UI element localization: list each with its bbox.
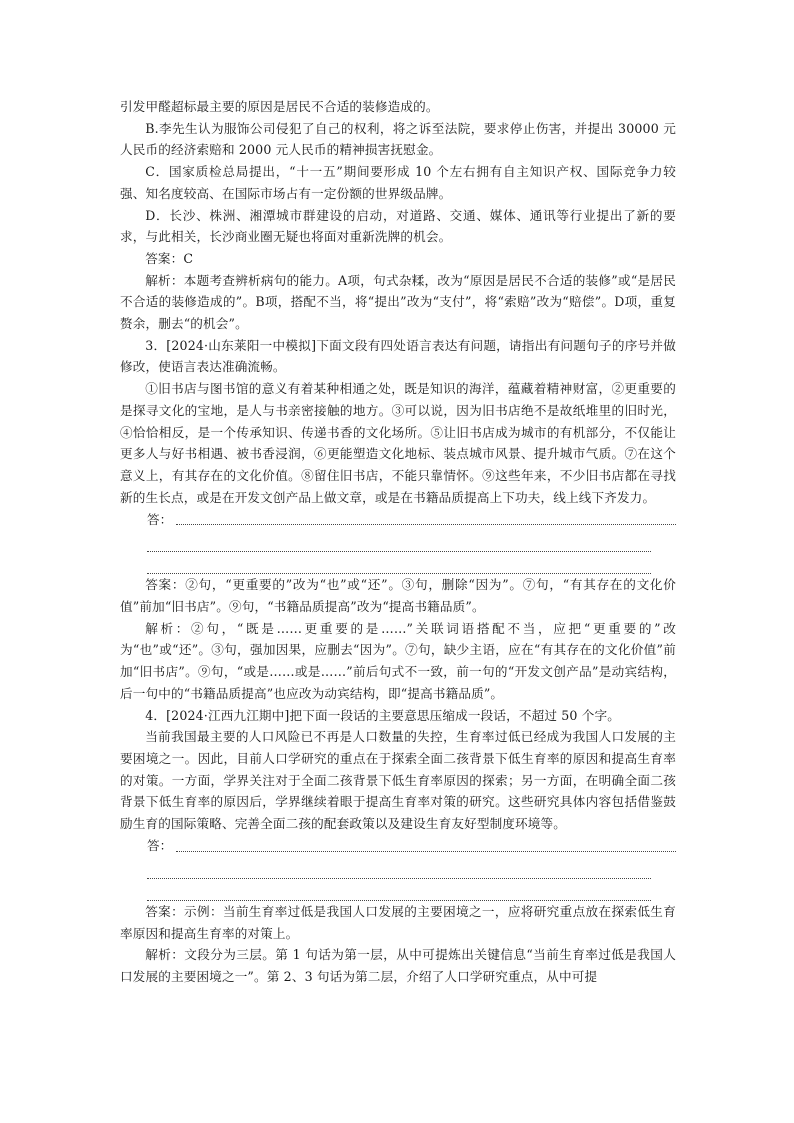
analysis-q2: 解析：本题考查辨析病句的能力。A项，句式杂糅，改为“原因是居民不合适的装修”或“是居民不合适的装修造成的”。B项，搭配不当，将“提出”改为“支付”，将“索赔”改为“赔偿”。D项，重复赘余，删去“的机会”。	[120, 272, 676, 332]
paragraph-option-d: D．长沙、株洲、湘潭城市群建设的启动，对道路、交通、媒体、通讯等行业提出了新的要求，与此相关，长沙商业圈无疑也将面对重新洗牌的机会。	[120, 207, 676, 245]
paragraph-option-a-tail: 引发甲醛超标最主要的原因是居民不合适的装修造成的。	[120, 99, 439, 114]
answer-q3: 答案：②句，“更重要的”改为“也”或“还”。③句，删除“因为”。⑦句，“有其存在的文化价值”前加“旧书店”。⑨句，“书籍品质提高”改为“提高书籍品质”。	[120, 577, 676, 615]
answer-blank-line[interactable]	[147, 552, 651, 574]
answer-q4: 答案：示例：当前生育率过低是我国人口发展的主要困境之一，应将研究重点放在探索低生育率原因和提高生育率的对策上。	[120, 903, 676, 941]
paragraph-option-b: B.李先生认为服饰公司侵犯了自己的权利，将之诉至法院，要求停止伤害，并提出 30000 元人民币的经济索赔和 2000 元人民币的精神损害抚慰金。	[120, 120, 676, 158]
question-4: 4．[2024·江西九江期中]把下面一段话的主要意思压缩成一段话，不超过 50 个字。	[145, 707, 620, 723]
answer-blank-line[interactable]	[147, 857, 651, 879]
answer-line-q3[interactable]	[120, 508, 676, 530]
question-4-passage: 当前我国最主要的人口风险已不再是人口数量的失控，生育率过低已经成为我国人口发展的主要困境之一。因此，目前人口学研究的重点在于探索全面二孩背景下低生育率的原因和提高生育率的对策。一方面，学界关注对于全面二孩背景下低生育率原因的探索；另一方面，在明确全面二孩背景下低生育率的原因后，学界继续着眼于提高生育率对策的研究。这些研究具体内容包括借鉴鼓励生育的国际策略、完善全面二孩的配套政策以及建设生育友好型制度环境等。	[120, 729, 676, 832]
answer-q2: 答案：C	[145, 250, 194, 266]
paragraph-option-c: C．国家质检总局提出，“十一五”期间要形成 10 个左右拥有自主知识产权、国际竞争力较强、知名度较高、在国际市场占有一定份额的世界级品牌。	[120, 164, 676, 201]
question-3-passage: ①旧书店与图书馆的意义有着某种相通之处，既是知识的海洋，蕴藏着精神财富，②更重要的是探寻文化的宝地，是人与书亲密接触的地方。③可以说，因为旧书店绝不是故纸堆里的旧时光，④恰恰相反，是一个传承知识、传递书香的文化场所。⑤让旧书店成为城市的有机部分，不仅能让更多人与好书相遇、被书香浸润，⑥更能塑造文化地标、装点城市风景、提升城市气质。⑦在这个意义上，有其存在的文化价值。⑧留住旧书店，不能只靠情怀。⑨这些年来，不少旧书店都在寻找新的生长点，或是在开发文创产品上做文章，或是在书籍品质提高上下功夫，线上线下齐发力。	[120, 381, 676, 505]
answer-label: 答：	[147, 838, 173, 854]
answer-label: 答：	[147, 511, 173, 527]
dotted-rule	[176, 850, 676, 852]
document-page	[120, 96, 676, 988]
answer-blank-line[interactable]	[147, 530, 651, 552]
dotted-rule	[176, 523, 676, 525]
analysis-q4: 解析：文段分为三层。第 1 句话为第一层，从中可提炼出关键信息“当前生育率过低是我国人口发展的主要困境之一”。第 2、3 句话为第二层，介绍了人口学研究重点，从中可提	[120, 947, 676, 984]
answer-line-q4[interactable]	[120, 835, 676, 857]
analysis-q3: 解析：②句，“既是……更重要的是……”关联词语搭配不当，应把“更重要的”改为“也”或“还”。③句，强加因果，应删去“因为”。⑦句，缺少主语，应在“有其存在的文化价值”前加“旧书店”。⑨句，“或是……或是……”前后句式不一致，前一句的“开发文创产品”是动宾结构，后一句中的“书籍品质提高”也应改为动宾结构，即“提高书籍品质”。	[120, 620, 676, 701]
question-3: 3．[2024·山东莱阳一中模拟]下面文段有四处语言表达有问题，请指出有问题句子的序号并做修改，使语言表达准确流畅。	[120, 337, 676, 375]
answer-blank-line[interactable]	[147, 879, 651, 901]
